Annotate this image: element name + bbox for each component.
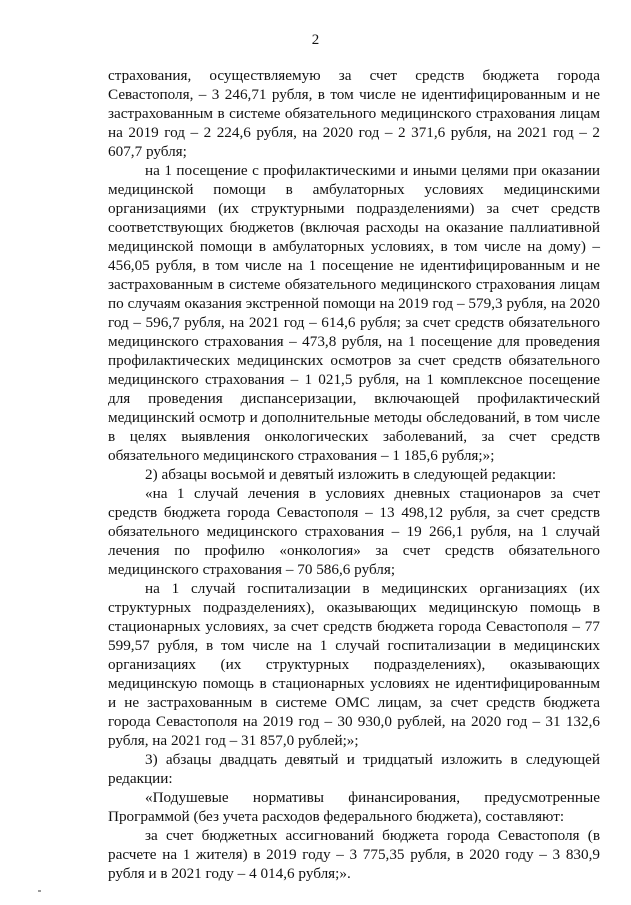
scan-speck [38,890,41,892]
page-number: 2 [311,32,320,48]
paragraph-6: 3) абзацы двадцать девятый и тридцатый изложить в следующей редакции: [108,751,600,787]
paragraph-2: на 1 посещение с профилактическими и иными целями при оказании медицинской помощи в амбулаторных условиях медицинскими организациями (их структурными подразделениями) за счет средств соответствующих бюджетов (включая расходы на оказание паллиативной медицинской помощи в амбулаторных условиях, в том числе на дому) – 456,05 рубля, в том числе на 1 посещение не идентифицированным и не застрахованным в системе обязательного медицинского страхования лицам по случаям оказания экстренной помощи на 2019 год – 579,3 рубля, на 2020 год – 596,7 рубля, на 2021 год – 614,6 рубля; за счет средств обязательного медицинского страхования – 473,8 рубля, на 1 посещение для проведения профилактических медицинских осмотров за счет средств обязательного медицинского страхования – 1 021,5 рубля, на 1 комплексное посещение для проведения диспансеризации, включающей профилактический медицинский осмотр и дополнительные методы обследований, в том числе в целях выявления онкологических заболеваний, за счет средств обязательного медицинского страхования – 1 185,6 рубля;»; [108,162,600,464]
paragraph-1: страхования, осуществляемую за счет средств бюджета города Севастополя, – 3 246,71 рубля, в том числе не идентифицированным и не застрахованным в системе обязательного медицинского страхования лицам на 2019 год – 2 224,6 рубля, на 2020 год – 2 371,6 рубля, на 2021 год – 2 607,7 рубля; [108,67,600,160]
document-body [108,66,600,883]
paragraph-3: 2) абзацы восьмой и девятый изложить в следующей редакции: [145,466,557,483]
paragraph-7: «Подушевые нормативы финансирования, предусмотренные Программой (без учета расходов федерального бюджета), составляют: [108,789,600,825]
paragraph-4: «на 1 случай лечения в условиях дневных стационаров за счет средств бюджета города Севастополя – 13 498,12 рубля, за счет средств обязательного медицинского страхования – 19 266,1 рубля, на 1 случай лечения по профилю «онкология» за счет средств обязательного медицинского страхования – 70 586,6 рубля; [108,485,600,578]
paragraph-8: за счет бюджетных ассигнований бюджета города Севастополя (в расчете на 1 жителя) в 2019 году – 3 775,35 рубля, в 2020 году – 3 830,9 рубля и в 2021 году – 4 014,6 рубля;». [108,827,600,882]
paragraph-5: на 1 случай госпитализации в медицинских организациях (их структурных подразделениях), оказывающих медицинскую помощь в стационарных условиях, за счет средств бюджета города Севастополя – 77 599,57 рубля, в том числе на 1 случай госпитализации в медицинских организациях (их структурных подразделениях), оказывающих медицинскую помощь в стационарных условиях не идентифицированным и не застрахованным в системе ОМС лицам, за счет средств бюджета города Севастополя на 2019 год – 30 930,0 рублей, на 2020 год – 31 132,6 рубля, на 2021 год – 31 857,0 рублей;»; [108,580,600,749]
